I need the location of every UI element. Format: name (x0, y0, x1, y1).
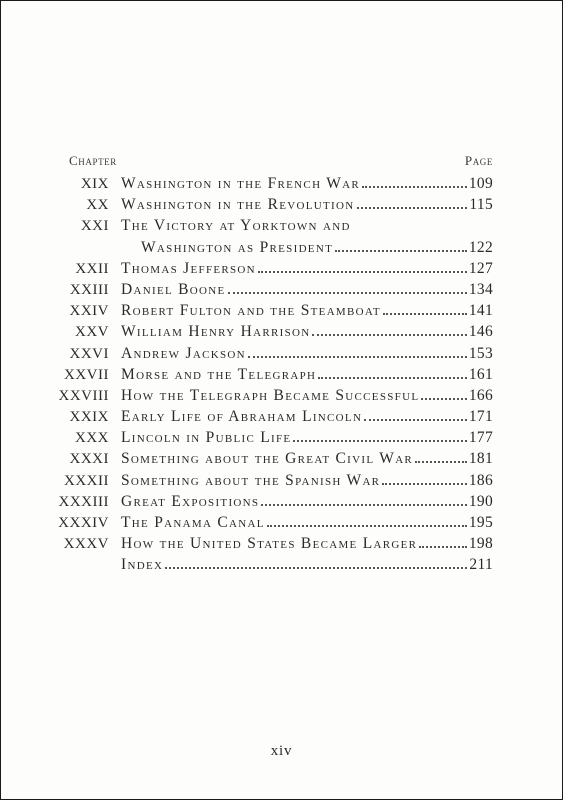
toc-entry (51, 556, 493, 577)
chapter-title: Washington as President (141, 238, 334, 256)
chapter-number: XXI (80, 218, 109, 235)
toc-entry (51, 196, 493, 217)
chapter-page-number: 153 (468, 344, 493, 362)
chapter-title: Robert Fulton and the Steamboat (121, 302, 381, 320)
chapter-page-number: 141 (468, 302, 493, 320)
chapter-title: The Panama Canal (121, 514, 265, 531)
toc-entry (51, 281, 493, 302)
chapter-page-number: 134 (468, 280, 493, 298)
chapter-title: Early Life of Abraham Lincoln (121, 408, 363, 426)
dot-leader (382, 483, 467, 485)
chapter-title: Thomas Jefferson (121, 259, 256, 277)
page-column-label: Page (464, 153, 493, 168)
toc-entry (51, 472, 493, 493)
table-of-contents (51, 175, 493, 578)
toc-entry (51, 260, 493, 281)
dot-leader (318, 377, 467, 379)
page-number: xiv (270, 743, 293, 759)
chapter-title: The Victory at Yorktown and (121, 217, 351, 235)
toc-entry (51, 323, 493, 344)
chapter-number: XIX (80, 176, 109, 192)
chapter-page-number: 146 (468, 323, 493, 341)
chapter-number: XXVIII (58, 387, 109, 404)
dot-leader (312, 334, 466, 336)
dot-leader (415, 461, 467, 463)
toc-entry (51, 514, 493, 535)
dot-leader (335, 250, 467, 252)
chapter-number: XXIII (69, 281, 109, 298)
toc-entry (51, 493, 493, 514)
chapter-page-number: 211 (469, 556, 493, 574)
dot-leader (293, 440, 466, 442)
chapter-page-number: 115 (469, 196, 493, 214)
toc-entry (51, 302, 493, 323)
dot-leader (364, 419, 467, 421)
dot-leader (267, 525, 467, 527)
chapter-number: XXXV (63, 536, 109, 553)
toc-entry (51, 366, 493, 387)
dot-leader (362, 186, 467, 188)
chapter-title: Great Expositions (121, 492, 260, 510)
dot-leader (228, 292, 467, 294)
toc-entry (51, 387, 493, 408)
chapter-title: Morse and the Telegraph (121, 365, 317, 383)
chapter-number: XX (86, 197, 109, 214)
dot-leader (383, 313, 467, 315)
chapter-number: XXXI (69, 451, 109, 468)
chapter-number: XXX (75, 430, 109, 447)
toc-entry (51, 217, 493, 238)
chapter-number: XXXIII (58, 493, 109, 510)
chapter-page-number: 166 (468, 386, 493, 404)
chapter-number: XXVII (64, 366, 109, 383)
chapter-page-number: 186 (468, 471, 493, 489)
chapter-title: Washington in the Revolution (121, 196, 355, 214)
chapter-page-number: 122 (468, 238, 493, 256)
chapter-title: William Henry Harrison (121, 323, 311, 341)
chapter-number: XXV (75, 324, 109, 341)
chapter-title: Something about the Great Civil War (121, 450, 414, 468)
chapter-page-number: 198 (468, 535, 493, 553)
toc-entry (51, 345, 493, 366)
chapter-page-number: 181 (468, 450, 493, 468)
dot-leader (248, 356, 467, 358)
toc-entry (51, 239, 493, 260)
chapter-title: Andrew Jackson (121, 344, 246, 362)
dot-leader (357, 207, 468, 209)
chapter-title: Daniel Boone (121, 280, 226, 298)
chapter-number: XXVI (69, 345, 109, 362)
chapter-number: XXII (75, 260, 109, 277)
toc-entry (51, 408, 493, 429)
dot-leader (258, 271, 467, 273)
chapter-number: XXIX (69, 409, 109, 426)
toc-entry (51, 175, 493, 196)
chapter-page-number: 161 (468, 365, 493, 383)
toc-entry (51, 535, 493, 556)
chapter-title: How the Telegraph Became Successful (121, 386, 420, 404)
toc-entry (51, 450, 493, 471)
toc-entry (51, 429, 493, 450)
chapter-page-number: 171 (468, 408, 493, 426)
chapter-page-number: 177 (468, 429, 493, 447)
chapter-title: Something about the Spanish War (121, 471, 381, 489)
chapter-number: XXIV (69, 303, 109, 320)
chapter-page-number: 127 (468, 259, 493, 277)
chapter-title: Lincoln in Public Life (121, 429, 292, 447)
chapter-page-number: 195 (468, 514, 493, 531)
dot-leader (165, 567, 467, 569)
chapter-title: Index (121, 556, 164, 574)
chapter-number: XXXIV (58, 515, 109, 531)
dot-leader (419, 546, 467, 548)
dot-leader (421, 398, 466, 400)
chapter-page-number: 109 (468, 175, 493, 192)
chapter-page-number: 190 (468, 492, 493, 510)
chapter-number: XXXII (64, 472, 109, 489)
chapter-title: Washington in the French War (121, 175, 361, 192)
dot-leader (261, 504, 467, 506)
chapter-column-label: Chapter (69, 153, 117, 168)
chapter-title: How the United States Became Larger (121, 535, 418, 553)
toc-header (69, 153, 493, 169)
